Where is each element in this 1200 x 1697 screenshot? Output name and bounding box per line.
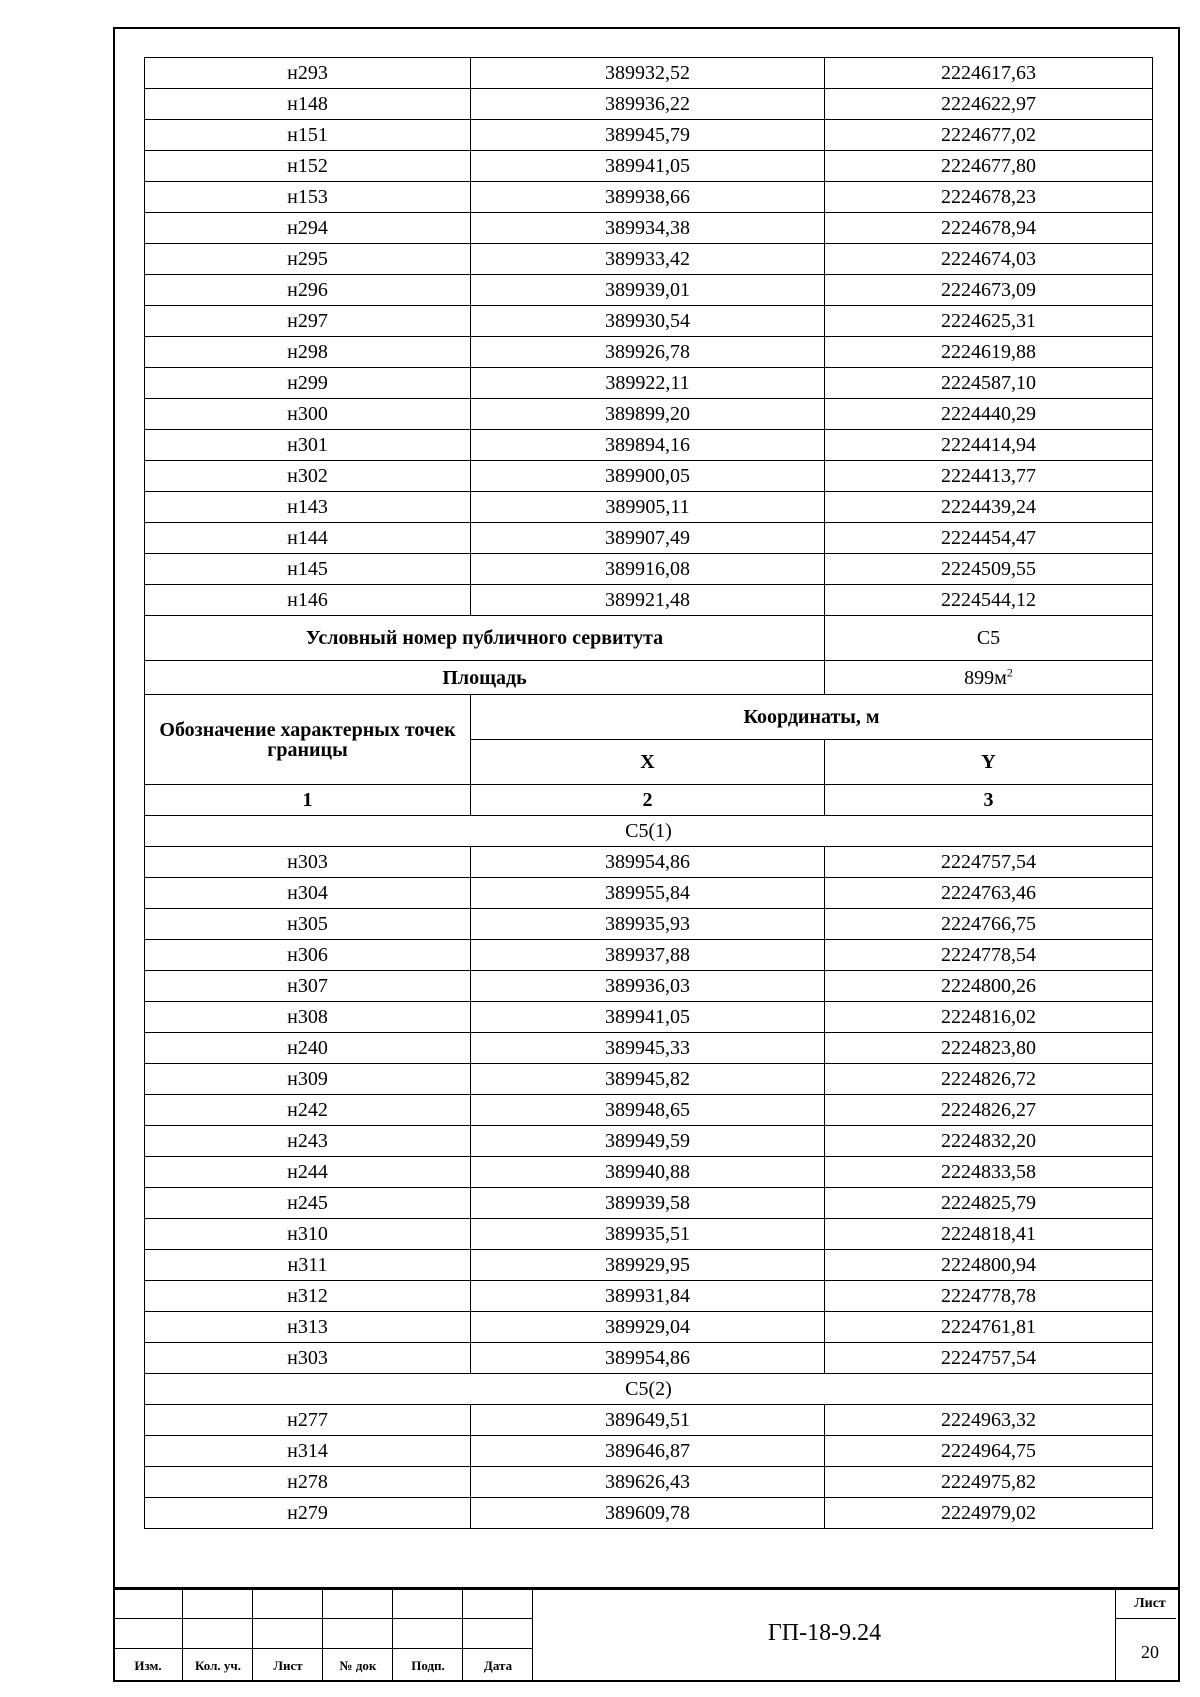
point-name: н312 — [145, 1281, 471, 1312]
y-coord: 2224509,55 — [825, 554, 1153, 585]
x-coord: 389945,79 — [471, 120, 825, 151]
y-coord: 2224766,75 — [825, 909, 1153, 940]
table-row — [145, 89, 1153, 120]
point-name: н298 — [145, 337, 471, 368]
table-row — [145, 244, 1153, 275]
x-coord: 389907,49 — [471, 523, 825, 554]
point-name: н143 — [145, 492, 471, 523]
section-2-heading — [145, 1374, 1153, 1405]
table-row — [145, 1343, 1153, 1374]
point-name: н152 — [145, 151, 471, 182]
point-name: н301 — [145, 430, 471, 461]
x-coord: 389894,16 — [471, 430, 825, 461]
table-row — [145, 151, 1153, 182]
stamp-col-change: Изм. — [134, 1658, 162, 1673]
y-coord: 2224622,97 — [825, 89, 1153, 120]
y-header: Y — [825, 740, 1153, 785]
stamp-col-sheet: Лист — [273, 1658, 303, 1673]
sheet-number: 20 — [1141, 1642, 1159, 1662]
x-coord: 389945,82 — [471, 1064, 825, 1095]
point-name: н313 — [145, 1312, 471, 1343]
stamp-col-date: Дата — [483, 1658, 513, 1673]
top-rows-group — [145, 58, 1153, 616]
x-coord: 389934,38 — [471, 213, 825, 244]
document-code: ГП-18-9.24 — [767, 1620, 882, 1646]
x-coord: 389609,78 — [471, 1498, 825, 1529]
table-row — [145, 1126, 1153, 1157]
point-name: н314 — [145, 1436, 471, 1467]
table-row — [145, 1157, 1153, 1188]
x-coord: 389929,95 — [471, 1250, 825, 1281]
servitude-info — [145, 616, 1153, 847]
point-name: н303 — [145, 1343, 471, 1374]
point-name: н293 — [145, 58, 471, 89]
point-name: н310 — [145, 1219, 471, 1250]
col-number-1: 1 — [145, 785, 471, 816]
y-coord: 2224964,75 — [825, 1436, 1153, 1467]
table-row — [145, 1002, 1153, 1033]
y-coord: 2224439,24 — [825, 492, 1153, 523]
x-header: X — [471, 740, 825, 785]
point-name: н303 — [145, 847, 471, 878]
point-name: н297 — [145, 306, 471, 337]
stamp-col-doc: № док — [339, 1658, 377, 1673]
table-row — [145, 1188, 1153, 1219]
x-coord: 389945,33 — [471, 1033, 825, 1064]
point-name: н151 — [145, 120, 471, 151]
point-name: н296 — [145, 275, 471, 306]
point-name: н305 — [145, 909, 471, 940]
y-coord: 2224617,63 — [825, 58, 1153, 89]
x-coord: 389922,11 — [471, 368, 825, 399]
x-coord: 389935,51 — [471, 1219, 825, 1250]
x-coord: 389933,42 — [471, 244, 825, 275]
y-coord: 2224454,47 — [825, 523, 1153, 554]
x-coord: 389941,05 — [471, 151, 825, 182]
table-row — [145, 554, 1153, 585]
table-row — [145, 182, 1153, 213]
x-coord: 389939,58 — [471, 1188, 825, 1219]
coordinates-table — [144, 57, 1153, 1529]
section-title-1: С5(1) — [145, 816, 1153, 847]
x-coord: 389936,03 — [471, 971, 825, 1002]
y-coord: 2224823,80 — [825, 1033, 1153, 1064]
point-name: н240 — [145, 1033, 471, 1064]
stamp-col-count: Кол. уч. — [195, 1658, 241, 1673]
table-row — [145, 847, 1153, 878]
x-coord: 389929,04 — [471, 1312, 825, 1343]
table-row — [145, 120, 1153, 151]
x-coord: 389899,20 — [471, 399, 825, 430]
col-number-3: 3 — [825, 785, 1153, 816]
table-row — [145, 1405, 1153, 1436]
y-coord: 2224975,82 — [825, 1467, 1153, 1498]
table-row — [145, 58, 1153, 89]
table-row — [145, 1033, 1153, 1064]
y-coord: 2224413,77 — [825, 461, 1153, 492]
y-coord: 2224963,32 — [825, 1405, 1153, 1436]
point-name: н309 — [145, 1064, 471, 1095]
table-row — [145, 1436, 1153, 1467]
section-1-rows — [145, 847, 1153, 1374]
table-row — [145, 368, 1153, 399]
y-coord: 2224800,26 — [825, 971, 1153, 1002]
x-coord: 389921,48 — [471, 585, 825, 616]
x-coord: 389932,52 — [471, 58, 825, 89]
x-coord: 389939,01 — [471, 275, 825, 306]
section-title-2: С5(2) — [145, 1374, 1153, 1405]
stamp-col-sign: Подп. — [411, 1658, 445, 1673]
y-coord: 2224678,94 — [825, 213, 1153, 244]
x-coord: 389954,86 — [471, 1343, 825, 1374]
points-header: Обозначение характерных точек границы — [145, 695, 471, 785]
point-name: н306 — [145, 940, 471, 971]
y-coord: 2224826,27 — [825, 1095, 1153, 1126]
y-coord: 2224825,79 — [825, 1188, 1153, 1219]
point-name: н308 — [145, 1002, 471, 1033]
y-coord: 2224778,54 — [825, 940, 1153, 971]
y-coord: 2224673,09 — [825, 275, 1153, 306]
table-row — [145, 430, 1153, 461]
table-row — [145, 1467, 1153, 1498]
x-coord: 389954,86 — [471, 847, 825, 878]
servitude-value: С5 — [825, 616, 1153, 661]
table-row — [145, 1064, 1153, 1095]
point-name: н146 — [145, 585, 471, 616]
point-name: н145 — [145, 554, 471, 585]
y-coord: 2224826,72 — [825, 1064, 1153, 1095]
y-coord: 2224818,41 — [825, 1219, 1153, 1250]
y-coord: 2224761,81 — [825, 1312, 1153, 1343]
table-row — [145, 306, 1153, 337]
y-coord: 2224778,78 — [825, 1281, 1153, 1312]
y-coord: 2224414,94 — [825, 430, 1153, 461]
y-coord: 2224674,03 — [825, 244, 1153, 275]
x-coord: 389948,65 — [471, 1095, 825, 1126]
y-coord: 2224757,54 — [825, 1343, 1153, 1374]
table-row — [145, 461, 1153, 492]
x-coord: 389916,08 — [471, 554, 825, 585]
point-name: н311 — [145, 1250, 471, 1281]
x-coord: 389935,93 — [471, 909, 825, 940]
table-row — [145, 1498, 1153, 1529]
point-name: н302 — [145, 461, 471, 492]
col-number-2: 2 — [471, 785, 825, 816]
y-coord: 2224677,02 — [825, 120, 1153, 151]
point-name: н144 — [145, 523, 471, 554]
y-coord: 2224816,02 — [825, 1002, 1153, 1033]
y-coord: 2224763,46 — [825, 878, 1153, 909]
table-row — [145, 878, 1153, 909]
point-name: н279 — [145, 1498, 471, 1529]
point-name: н244 — [145, 1157, 471, 1188]
y-coord: 2224677,80 — [825, 151, 1153, 182]
point-name: н294 — [145, 213, 471, 244]
point-name: н295 — [145, 244, 471, 275]
y-coord: 2224678,23 — [825, 182, 1153, 213]
x-coord: 389940,88 — [471, 1157, 825, 1188]
table-row — [145, 1312, 1153, 1343]
x-coord: 389936,22 — [471, 89, 825, 120]
table-row — [145, 1095, 1153, 1126]
point-name: н278 — [145, 1467, 471, 1498]
point-name: н307 — [145, 971, 471, 1002]
table-row — [145, 492, 1153, 523]
table-row — [145, 337, 1153, 368]
point-name: н242 — [145, 1095, 471, 1126]
table-row — [145, 585, 1153, 616]
x-coord: 389931,84 — [471, 1281, 825, 1312]
point-name: н245 — [145, 1188, 471, 1219]
table-row — [145, 1250, 1153, 1281]
table-row — [145, 1281, 1153, 1312]
table-row — [145, 213, 1153, 244]
y-coord: 2224832,20 — [825, 1126, 1153, 1157]
x-coord: 389649,51 — [471, 1405, 825, 1436]
x-coord: 389938,66 — [471, 182, 825, 213]
table-row — [145, 1219, 1153, 1250]
sheet-label: Лист — [1134, 1596, 1166, 1611]
servitude-label: Условный номер публичного сервитута — [145, 616, 825, 661]
x-coord: 389955,84 — [471, 878, 825, 909]
point-name: н148 — [145, 89, 471, 120]
y-coord: 2224800,94 — [825, 1250, 1153, 1281]
table-row — [145, 971, 1153, 1002]
x-coord: 389926,78 — [471, 337, 825, 368]
title-block — [113, 1587, 1180, 1682]
table-row — [145, 399, 1153, 430]
point-name: н304 — [145, 878, 471, 909]
y-coord: 2224587,10 — [825, 368, 1153, 399]
point-name: н153 — [145, 182, 471, 213]
point-name: н243 — [145, 1126, 471, 1157]
point-name: н299 — [145, 368, 471, 399]
table-row — [145, 909, 1153, 940]
table-row — [145, 275, 1153, 306]
section-2-rows — [145, 1405, 1153, 1529]
area-label: Площадь — [145, 661, 825, 695]
table-row — [145, 940, 1153, 971]
coords-header: Координаты, м — [471, 695, 1153, 740]
x-coord: 389646,87 — [471, 1436, 825, 1467]
table-row — [145, 523, 1153, 554]
y-coord: 2224979,02 — [825, 1498, 1153, 1529]
y-coord: 2224619,88 — [825, 337, 1153, 368]
x-coord: 389930,54 — [471, 306, 825, 337]
y-coord: 2224440,29 — [825, 399, 1153, 430]
y-coord: 2224833,58 — [825, 1157, 1153, 1188]
x-coord: 389626,43 — [471, 1467, 825, 1498]
point-name: н277 — [145, 1405, 471, 1436]
x-coord: 389949,59 — [471, 1126, 825, 1157]
x-coord: 389905,11 — [471, 492, 825, 523]
y-coord: 2224757,54 — [825, 847, 1153, 878]
y-coord: 2224544,12 — [825, 585, 1153, 616]
x-coord: 389941,05 — [471, 1002, 825, 1033]
y-coord: 2224625,31 — [825, 306, 1153, 337]
point-name: н300 — [145, 399, 471, 430]
x-coord: 389937,88 — [471, 940, 825, 971]
area-value: $899м^2$ — [825, 661, 1153, 695]
x-coord: 389900,05 — [471, 461, 825, 492]
